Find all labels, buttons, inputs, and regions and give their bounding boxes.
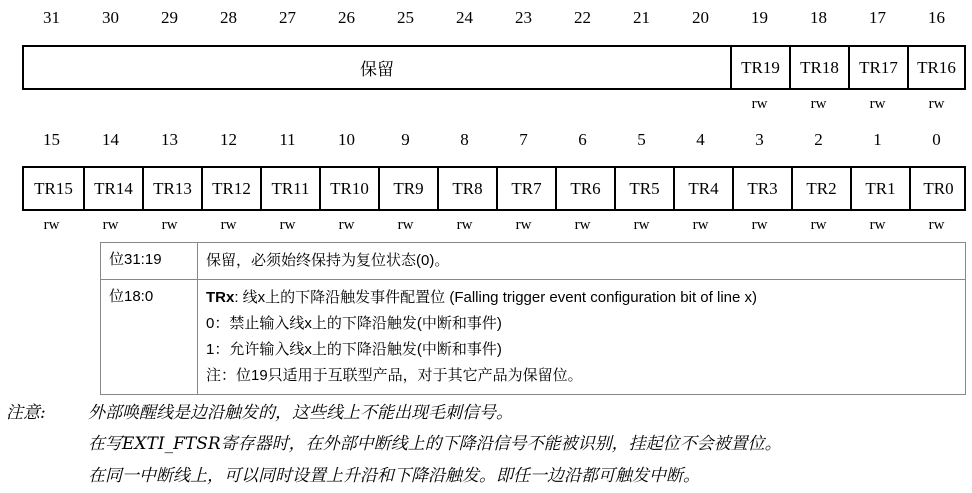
bit-number: 11 <box>279 130 296 149</box>
field-tr14: TR14 <box>83 168 142 209</box>
field-tr9: TR9 <box>378 168 437 209</box>
bit-number: 22 <box>574 8 591 27</box>
bit-number: 23 <box>515 8 532 27</box>
bit-range: 位31:19 <box>101 243 198 280</box>
bit-number: 0 <box>932 130 941 149</box>
bit-number: 28 <box>220 8 237 27</box>
field-tr13: TR13 <box>142 168 201 209</box>
access-label: rw <box>928 96 945 112</box>
bit-number: 18 <box>810 8 827 27</box>
bit-number: 24 <box>456 8 473 27</box>
field-tr3: TR3 <box>732 168 791 209</box>
bit-number: 7 <box>519 130 528 149</box>
access-row-high <box>22 96 966 113</box>
field-tr7: TR7 <box>496 168 555 209</box>
field-tr1: TR1 <box>850 168 909 209</box>
bit-range: 位18:0 <box>101 280 198 395</box>
bit-number: 27 <box>279 8 296 27</box>
access-label: rw <box>161 217 178 233</box>
access-label: rw <box>220 217 237 233</box>
description-line: 注：位19只适用于互联型产品，对于其它产品为保留位。 <box>206 367 583 384</box>
field-description: : 线x上的下降沿触发事件配置位 (Falling trigger event configuration bit of line x) <box>234 289 758 306</box>
field-tr16: TR16 <box>907 47 964 88</box>
access-row-low <box>22 217 966 234</box>
field-tr10: TR10 <box>319 168 378 209</box>
bit-number: 10 <box>338 130 355 149</box>
bit-number: 15 <box>43 130 60 149</box>
access-label: rw <box>869 217 886 233</box>
field-tr6: TR6 <box>555 168 614 209</box>
access-label: rw <box>338 217 355 233</box>
note-line: 在写EXTI_FTSR寄存器时，在外部中断线上的下降沿信号不能被识别，挂起位不会被置位。 <box>88 434 782 454</box>
access-label: rw <box>751 217 768 233</box>
access-label: rw <box>810 96 827 112</box>
access-label: rw <box>397 217 414 233</box>
bit-number: 4 <box>696 130 705 149</box>
reserved-field: 保留 <box>360 60 394 79</box>
description-line <box>206 285 957 311</box>
field-tr15: TR15 <box>34 178 73 198</box>
register-row-high <box>22 45 966 90</box>
bit-number: 2 <box>814 130 823 149</box>
bit-description-table <box>100 242 966 395</box>
access-label: rw <box>692 217 709 233</box>
field-name: TRx <box>206 289 235 306</box>
bit-number: 6 <box>578 130 587 149</box>
access-label: rw <box>456 217 473 233</box>
field-tr0: TR0 <box>909 168 966 209</box>
bit-number: 29 <box>161 8 178 27</box>
bit-number: 13 <box>161 130 178 149</box>
field-tr4: TR4 <box>673 168 732 209</box>
field-tr2: TR2 <box>791 168 850 209</box>
bit-number: 21 <box>633 8 650 27</box>
table-row <box>101 243 966 280</box>
access-label: rw <box>928 217 945 233</box>
bit-number: 31 <box>43 8 60 27</box>
field-tr18: TR18 <box>789 47 848 88</box>
bit-number: 19 <box>751 8 768 27</box>
bit-number: 16 <box>928 8 945 27</box>
access-label: rw <box>102 217 119 233</box>
field-tr19: TR19 <box>730 47 789 88</box>
bit-number: 20 <box>692 8 709 27</box>
access-label: rw <box>279 217 296 233</box>
note-line: 外部唤醒线是边沿触发的，这些线上不能出现毛刺信号。 <box>88 403 513 423</box>
bit-number: 14 <box>102 130 119 149</box>
note-line: 在同一中断线上，可以同时设置上升沿和下降沿触发。即任一边沿都可触发中断。 <box>88 466 700 486</box>
access-label: rw <box>574 217 591 233</box>
field-tr8: TR8 <box>437 168 496 209</box>
description-line: 1：允许输入线x上的下降沿触发(中断和事件) <box>206 341 502 358</box>
bit-number: 12 <box>220 130 237 149</box>
register-row-low <box>22 166 966 211</box>
access-label: rw <box>810 217 827 233</box>
bit-number: 1 <box>873 130 882 149</box>
description-line: 0：禁止输入线x上的下降沿触发(中断和事件) <box>206 315 502 332</box>
bit-number: 26 <box>338 8 355 27</box>
bit-number: 3 <box>755 130 764 149</box>
bit-description <box>198 243 966 280</box>
field-tr17: TR17 <box>848 47 907 88</box>
bit-number: 8 <box>460 130 469 149</box>
bit-number: 17 <box>869 8 886 27</box>
bit-number: 30 <box>102 8 119 27</box>
access-label: rw <box>43 217 60 233</box>
field-tr5: TR5 <box>614 168 673 209</box>
field-tr11: TR11 <box>260 168 319 209</box>
note-label: 注意: <box>6 403 46 423</box>
bit-number: 25 <box>397 8 414 27</box>
bit-description <box>198 280 966 395</box>
access-label: rw <box>869 96 886 112</box>
access-label: rw <box>633 217 650 233</box>
bit-numbers-high <box>22 8 966 28</box>
table-row <box>101 280 966 395</box>
access-label: rw <box>515 217 532 233</box>
field-tr12: TR12 <box>201 168 260 209</box>
bit-number: 9 <box>401 130 410 149</box>
bit-numbers-low <box>22 130 966 150</box>
bit-number: 5 <box>637 130 646 149</box>
description-line: 保留，必须始终保持为复位状态(0)。 <box>206 252 450 269</box>
access-label: rw <box>751 96 768 112</box>
